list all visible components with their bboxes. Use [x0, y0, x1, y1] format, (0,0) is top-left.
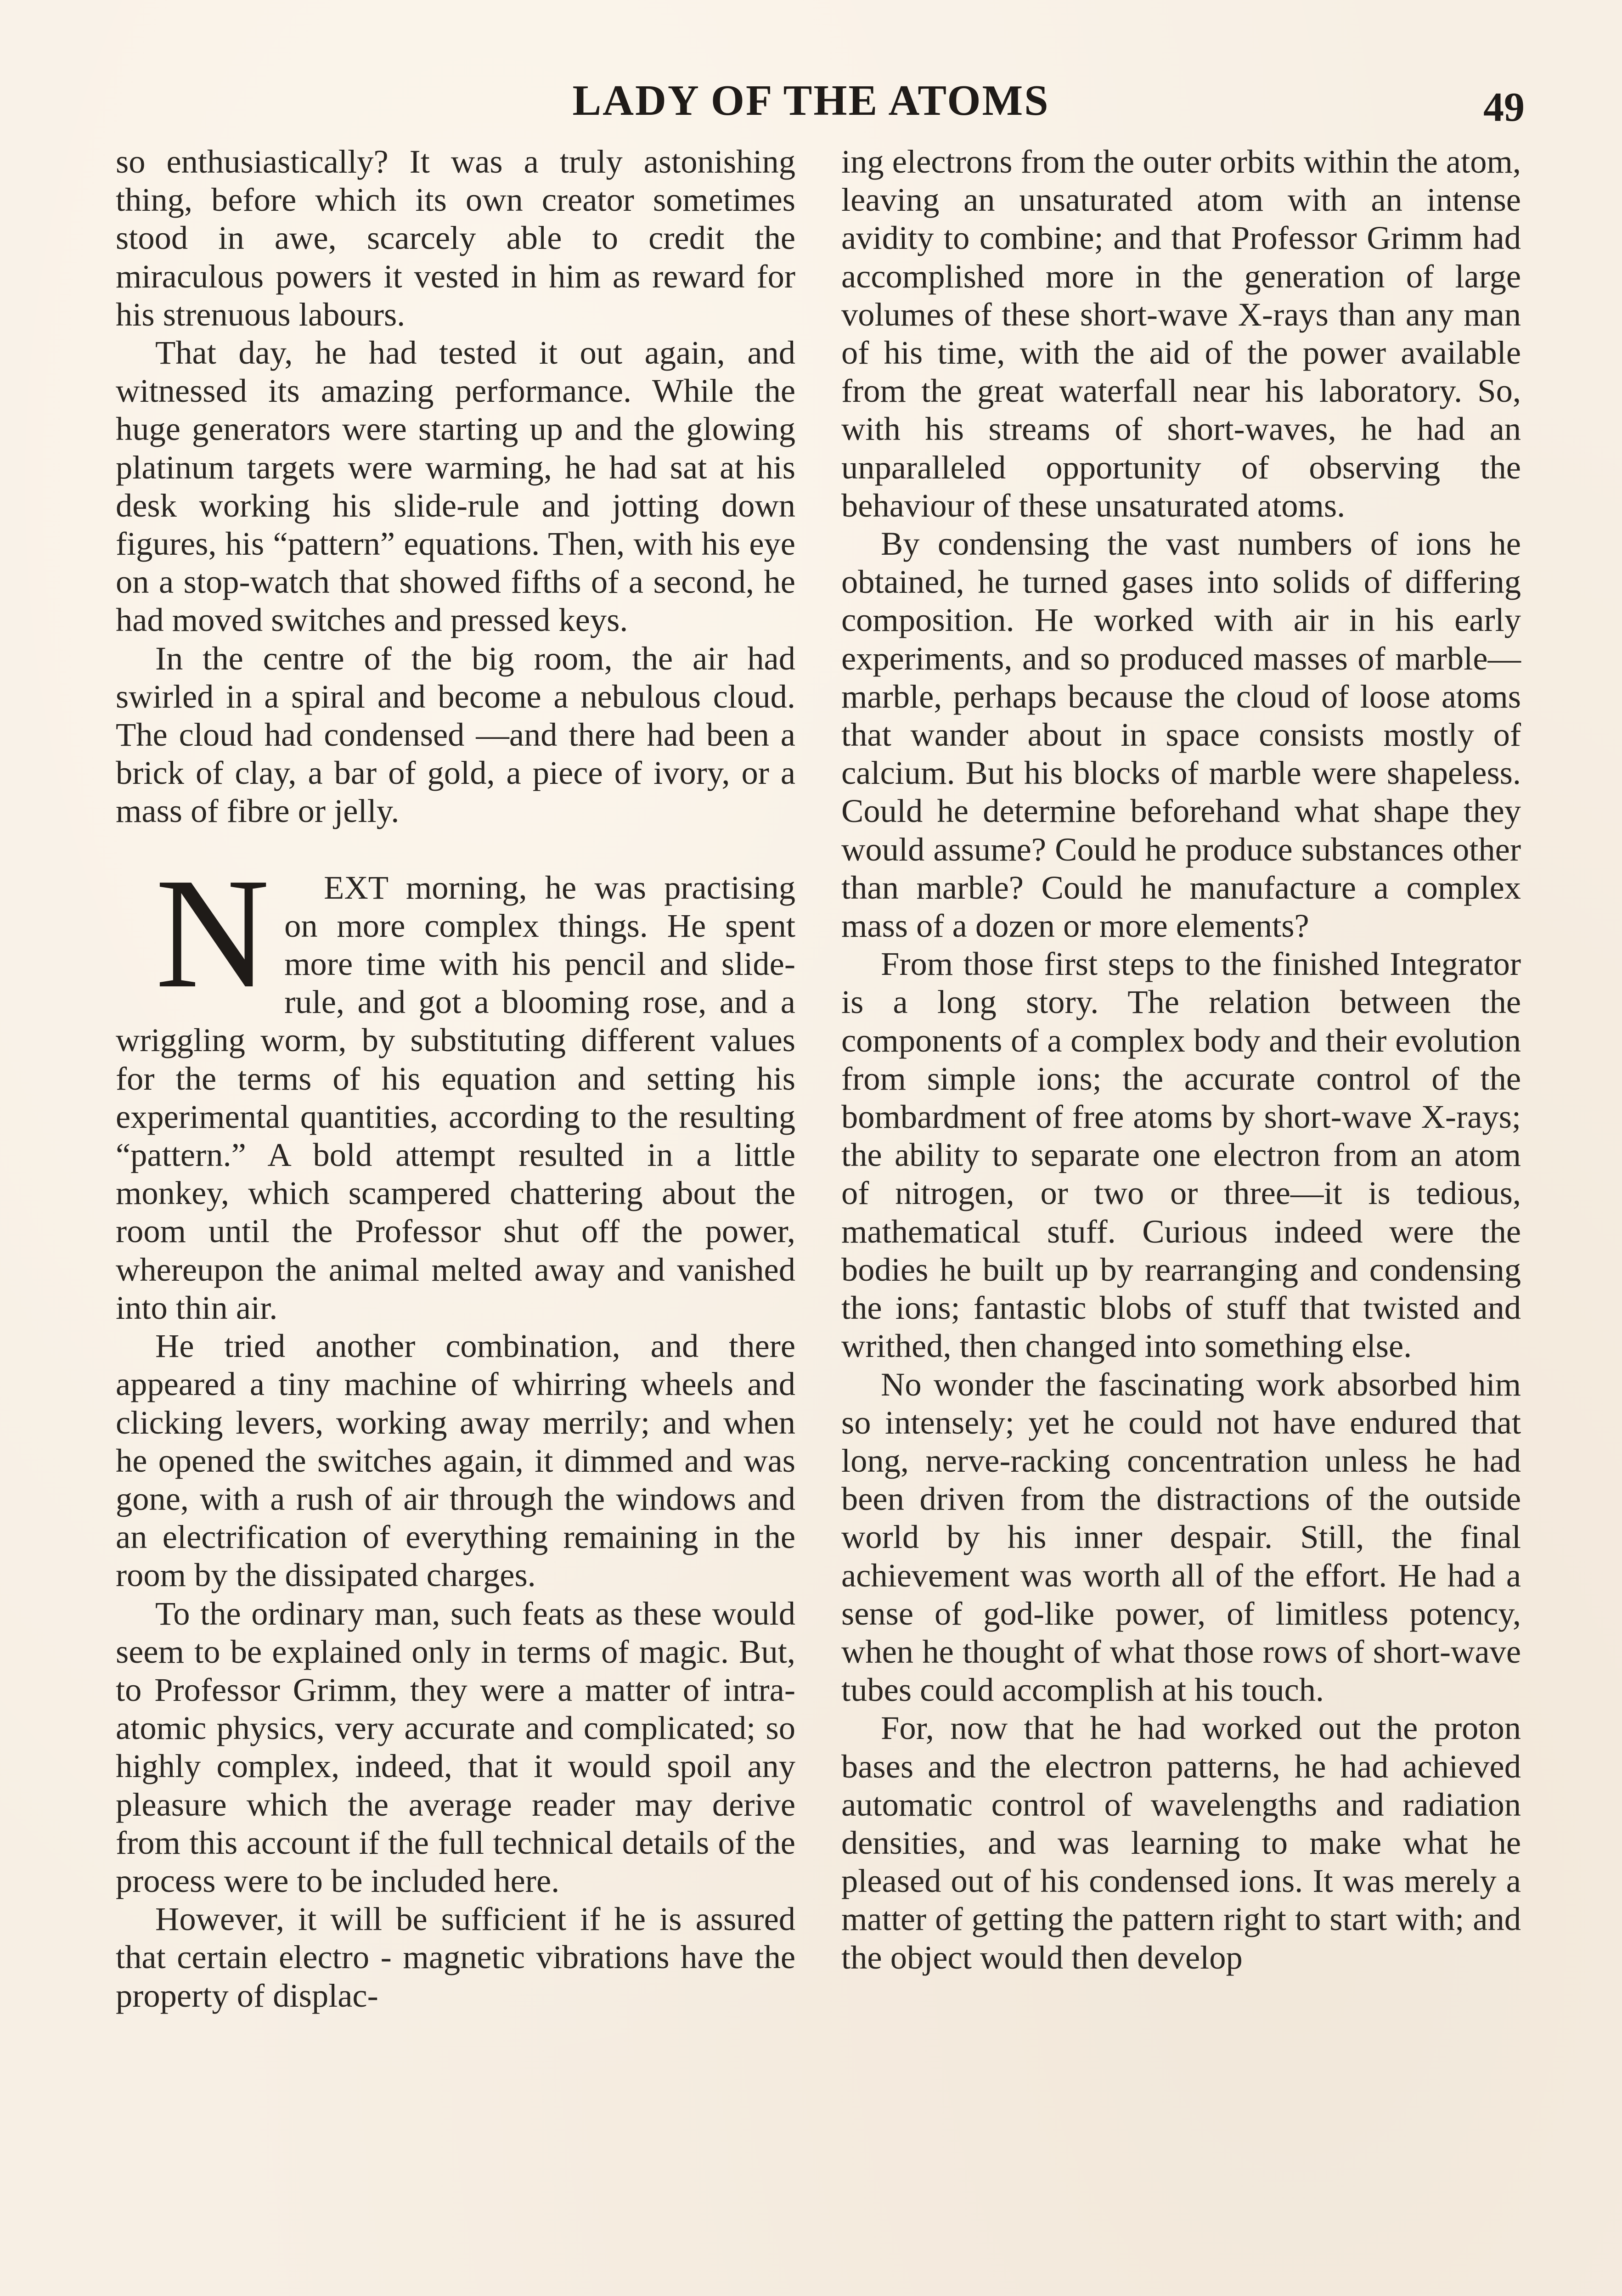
drop-cap-letter: N: [155, 845, 270, 1021]
left-column: [116, 142, 795, 2015]
paragraph: No wonder the fascinating work absorbed him so intensely; yet he could not have endured that long, nerve-racking concentration unless he had been driven from the distractions of the outside world by his inner despair. Still, the final achievement was worth all of the effort. He had a sense of god-like power, of limitless potency, when he thought of what those rows of short-wave tubes could accomplish at his touch.: [841, 1365, 1521, 1709]
running-title: LADY OF THE ATOMS: [572, 77, 1050, 124]
paragraph: From those first steps to the finished Integrator is a long story. The relation between the components of a complex body and their evolution from simple ions; the accurate control of the bombardment of free atoms by short-wave X-rays; the ability to separate one electron from an atom of nitrogen, or two or three—it is tedious, mathematical stuff. Curious indeed were the bodies he built up by rearranging and condensing the ions; fantastic blobs of stuff that twisted and writhed, then changed into something else.: [841, 945, 1521, 1365]
paragraph: ing electrons from the outer orbits within the atom, leaving an unsaturated atom with an intense avidity to combine; and that Professor Grimm had accomplished more in the generation of large volumes of these short-wave X-rays than any man of his time, with the aid of the power available from the great waterfall near his laboratory. So, with his streams of short-waves, he had an unparalleled opportunity of observing the behaviour of these unsaturated atoms.: [841, 143, 1521, 524]
paragraph: However, it will be sufficient if he is assured that certain electro - magnetic vibrations have the property of displac-: [116, 1900, 795, 2014]
paragraph: In the centre of the big room, the air had swirled in a spiral and become a nebulous cloud. The cloud had condensed —and there had been a brick of clay, a bar of gold, a piece of ivory, or a mass of fibre or jelly.: [116, 639, 795, 830]
paragraph: He tried another combination, and there appeared a tiny machine of whirring wheels and clicking levers, working away merrily; and when he opened the switches again, it dimmed and was gone, with a rush of air through the windows and an electrification of everything remaining in the room by the dissipated charges.: [116, 1327, 795, 1594]
right-column: [841, 142, 1521, 1976]
paragraph-text: EXT morning, he was practising on more complex things. He spent more time with his pencil and slide-rule, and got a blooming rose, and a wriggling worm, by substituting different values for the terms of his equation and setting his experimental quantities, according to the resulting “pattern.” A bold attempt resulted in a little monkey, which scampered chattering about the room until the Professor shut off the power, whereupon the animal melted away and vanished into thin air.: [116, 868, 795, 1326]
paragraph: For, now that he had worked out the proton bases and the electron patterns, he had achieved automatic control of wavelengths and radiation densities, and was learning to make what he pleased out of his condensed ions. It was merely a matter of getting the pattern right to start with; and the object would then develop: [841, 1709, 1521, 1976]
paragraph: That day, he had tested it out again, and witnessed its amazing performance. While the huge generators were starting up and the glowing platinum targets were warming, he had sat at his desk working his slide-rule and jotting down figures, his “pattern” equations. Then, with his eye on a stop-watch that showed fifths of a second, he had moved switches and pressed keys.: [116, 334, 795, 639]
paragraph: To the ordinary man, such feats as these would seem to be explained only in terms of magic. But, to Professor Grimm, they were a matter of intra-atomic physics, very accurate and complicated; so highly complex, indeed, that it would spoil any pleasure which the average reader may derive from this account if the full technical details of the process were to be included here.: [116, 1594, 795, 1899]
drop-cap-paragraph: [116, 845, 795, 1327]
paragraph: By condensing the vast numbers of ions he obtained, he turned gases into solids of differing composition. He worked with air in his early experiments, and so produced masses of marble—marble, perhaps because the cloud of loose atoms that wander about in space consists mostly of calcium. But his blocks of marble were shapeless. Could he determine beforehand what shape they would assume? Could he produce substances other than marble? Could he manufacture a complex mass of a dozen or more elements?: [841, 525, 1521, 945]
page-number: 49: [1483, 84, 1525, 130]
paragraph: so enthusiastically? It was a truly astonishing thing, before which its own creator sometimes stood in awe, scarcely able to credit the miraculous powers it vested in him as reward for his strenuous labours.: [116, 143, 795, 333]
